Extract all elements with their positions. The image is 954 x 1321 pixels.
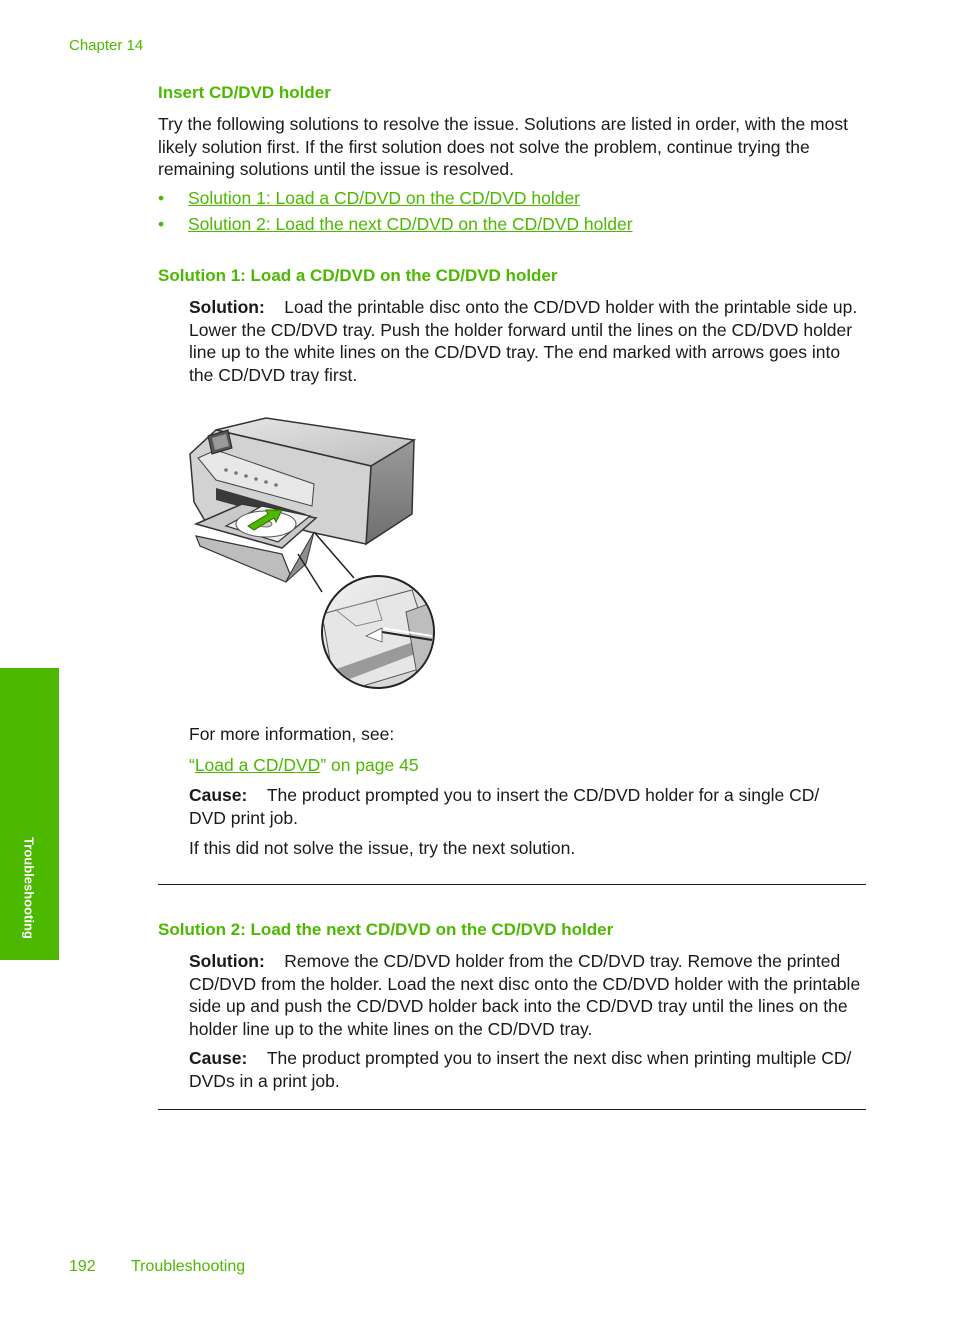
printer-cd-holder-illustration (186, 414, 441, 692)
divider (158, 1109, 866, 1110)
next-solution-text: If this did not solve the issue, try the next solution. (189, 838, 576, 858)
intro-paragraph: Try the following solutions to resolve the issue. Solutions are listed in order, with the most likely solution first. If the first solution does not solve the problem, continue trying the remaining solutions until the issue is resolved. (158, 114, 848, 179)
bullet-icon: • (158, 214, 165, 234)
bullet-icon: • (158, 188, 165, 208)
solution-1-heading: Solution 1: Load a CD/DVD on the CD/DVD holder (158, 266, 558, 285)
load-cd-dvd-link[interactable]: Load a CD/DVD (194, 755, 321, 775)
more-info-text: For more information, see: (189, 724, 395, 744)
divider (158, 884, 866, 885)
cause-2-text: The product prompted you to insert the next disc when printing multiple CD/ DVDs in a print job. (189, 1048, 852, 1091)
cause-1-paragraph (189, 784, 859, 829)
cause-1-text: The product prompted you to insert the CD/DVD holder for a single CD/ DVD print job. (189, 785, 820, 828)
cause-2-paragraph (189, 1047, 871, 1092)
solution-2-link[interactable]: Solution 2: Load the next CD/DVD on the CD/DVD holder (188, 214, 633, 234)
solution-1-text: Load the printable disc onto the CD/DVD holder with the printable side up. Lower the CD/DVD tray. Push the holder forward until the lines on the CD/DVD holder line up to the white lines on the CD/DVD tray. The end marked with arrows goes into the CD/DVD tray first. (189, 297, 858, 385)
section-title: Insert CD/DVD holder (158, 83, 331, 102)
solution-label: Solution: (189, 297, 265, 317)
footer-section-title: Troubleshooting (131, 1258, 246, 1275)
cause-label: Cause: (189, 1048, 248, 1068)
solution-1-paragraph (189, 296, 869, 386)
solution-2-heading: Solution 2: Load the next CD/DVD on the CD/DVD holder (158, 920, 614, 939)
chapter-header: Chapter 14 (69, 37, 144, 54)
solution-1-link[interactable]: Solution 1: Load a CD/DVD on the CD/DVD holder (188, 188, 581, 208)
reference-line (189, 754, 419, 777)
page-number: 192 (69, 1258, 96, 1275)
ref-open-quote: “ (189, 755, 195, 775)
solution-label: Solution: (189, 951, 265, 971)
callout-line-left (298, 554, 322, 592)
ref-page-text: ” on page 45 (320, 755, 419, 775)
side-tab-label: Troubleshooting (21, 837, 37, 939)
solution-2-paragraph (189, 950, 871, 1040)
solution-2-text: Remove the CD/DVD holder from the CD/DVD tray. Remove the printed CD/DVD from the holder. Load the next disc onto the CD/DVD holder with the printable side up and push the CD/DVD holder back into the CD/DVD tray until the lines on the holder line up to the white lines on the CD/DVD tray. (189, 951, 861, 1039)
cause-label: Cause: (189, 785, 248, 805)
